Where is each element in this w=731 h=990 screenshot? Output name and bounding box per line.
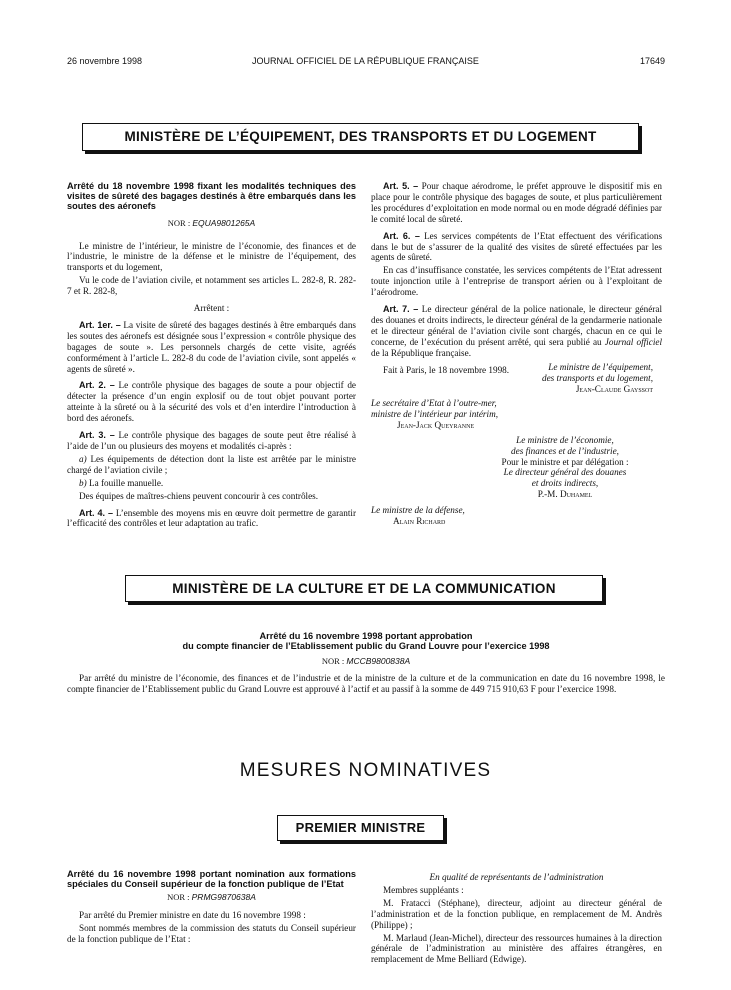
arrete1-nor: NOR : EQUA9801265A [167, 217, 256, 228]
signature-defense-name: Alain Richard [393, 515, 446, 526]
signature-equipement [371, 362, 653, 394]
arrete1-preamble: Le ministre de l’intérieur, le ministre de l’économie, des finances et de l’industrie, le ministre de la défense et le ministre de l’équipement, des transports et du logement, [67, 240, 356, 273]
arrete3-representants-heading: En qualité de représentants de l’administration [429, 872, 604, 882]
arrete1-art3-a: a) Les équipements de détection dont la liste est arrêtée par le ministre chargé de l’aviation civile ; [67, 453, 356, 475]
arrete2-text: Par arrêté du ministre de l’économie, des finances et de l’industrie et de la ministre de la culture et de la communication en date du 16 novembre 1998, le compte financier de l’Etablissement public du Grand Louvre est approuvé à l’actif et au passif à la somme de 449 715 910,63 F pour l’exercice 1998. [67, 673, 665, 694]
arrete3-right-column [371, 872, 662, 967]
signature-economie-title-2: des finances et de l’industrie, [511, 445, 619, 456]
arrete1-art3: Art. 3. – Le contrôle physique des bagages de soute peut être réalisé à l’aide de l’un ou plusieurs des moyens et modalités ci-après : [67, 430, 356, 452]
arrete1-art3-b: b) La fouille manuelle. [79, 477, 164, 488]
arrete3-p2: Sont nommés membres de la commission des statuts du Conseil supérieur de la fonction publique de l’Etat : [67, 923, 356, 945]
arrete1-left-column [67, 181, 356, 531]
arrete1-art6: Art. 6. – Les services compétents de l’Etat effectuent des vérifications dans le but de s’assurer de la qualité des visites de sûreté effectuées par les agents de sûreté. [371, 230, 663, 263]
arrete1-visa: Vu le code de l’aviation civile, et notamment ses articles L. 282-8, R. 282-7 et R. 282-8, [67, 275, 356, 297]
premier-ministre-title: PREMIER MINISTRE [295, 820, 426, 835]
arrete1-art1: Art. 1er. – La visite de sûreté des bagages destinés à être embarqués dans les soutes des aéronefs est désignée sous l’expression « contrôle physique des bagages de soute ». Les personnels chargés de cette visite, agréés conformément à l’article L. 282-8 du code de l’aviation civile, sont appelés « agents de sûreté ». [67, 319, 357, 374]
arrete2-nor: NOR : MCCB9800838A [321, 656, 411, 666]
arrete3-left-column [67, 869, 356, 947]
arrete3-membres-suppleants: Membres suppléants : [383, 884, 464, 895]
signature-economie-title-1: Le ministre de l’économie, [516, 435, 614, 445]
arrete3-p1: Par arrêté du Premier ministre en date du 16 novembre 1998 : [79, 910, 306, 921]
arrete1-arretent: Arrêtent : [193, 303, 230, 314]
arrete2-title: Arrêté du 16 novembre 1998 portant approbation du compte financier de l’Etablissement public du Grand Louvre pour l’exercice 1998 [182, 631, 550, 652]
signature-equipement-title-2: des transports et du logement, [541, 372, 653, 383]
arrete1-art6-p2: En cas d’insuffisance constatée, les services compétents de l’Etat adressent toute injonction utile à l’entreprise de transport aérien ou à l’exploitant de l’aérodrome. [371, 265, 662, 298]
signature-interieur-name: Jean-Jack Queyranne [397, 419, 475, 430]
signature-defense-title: Le ministre de la défense, [371, 505, 465, 515]
signature-defense [371, 505, 571, 527]
arrete3-nor: NOR : PRMG9870638A [167, 892, 256, 903]
signature-equipement-title-1: Le ministre de l’équipement, [548, 362, 653, 372]
signature-equipement-name: Jean-Claude Gayssot [575, 383, 653, 394]
ministry-equipement-title: MINISTÈRE DE L’ÉQUIPEMENT, DES TRANSPORTS ET DU LOGEMENT [124, 129, 597, 144]
header-journal-title: JOURNAL OFFICIEL DE LA RÉPUBLIQUE FRANÇAISE [252, 56, 479, 66]
signature-economie-title-4: et droits indirects, [531, 478, 599, 489]
arrete1-art5: Art. 5. – Pour chaque aérodrome, le préfet approuve le dispositif mis en place pour le contrôle physique des bagages de soute, et plus particulièrement les procédures d’exploitation en mode normal ou en mode dégradé définies par le comité local de sûreté. [371, 181, 662, 224]
header-date: 26 novembre 1998 [67, 56, 143, 66]
ministry-culture-title: MINISTÈRE DE LA CULTURE ET DE LA COMMUNICATION [172, 581, 556, 596]
arrete3-title: Arrêté du 16 novembre 1998 portant nomination aux formations spéciales du Conseil supérieur de la fonction publique de l’Etat [67, 869, 356, 890]
signature-economie-name: P.-M. Duhamel [537, 488, 593, 499]
section-mesures-nominatives: MESURES NOMINATIVES [239, 760, 492, 781]
ministry-equipement-box [82, 123, 639, 151]
arrete3-member-marlaud: M. Marlaud (Jean-Michel), directeur des ressources humaines à la direction générale de l’administration au ministère des affaires étrangères, en remplacement de Mme Belliard (Edwige). [371, 932, 662, 965]
arrete1-fait: Fait à Paris, le 18 novembre 1998. [383, 364, 510, 375]
signature-economie-delegation: Pour le ministre et par délégation : [501, 456, 629, 467]
signature-interieur-title-1: Le secrétaire d’Etat à l’outre-mer, [371, 398, 497, 408]
header-page-number: 17649 [639, 56, 665, 66]
signature-interieur-title-2: ministre de l’intérieur par intérim, [371, 408, 498, 419]
arrete1-art2: Art. 2. – Le contrôle physique des bagages de soute a pour objectif de détecter la présence d’un engin explosif ou de tout objet pouvant porter atteinte à la sûreté ou à la sécurité des vols et d’en interdire l’introduction à bord des aéronefs. [67, 380, 356, 424]
arrete1-right-column [371, 181, 662, 378]
arrete1-art3-c: Des équipes de maîtres-chiens peuvent concourir à ces contrôles. [79, 490, 319, 501]
arrete1-art4: Art. 4. – L’ensemble des moyens mis en œuvre doit permettre de garantir l’efficacité des contrôles et leur adaptation au trafic. [67, 507, 356, 529]
signature-economie-title-3: Le directeur général des douanes [503, 467, 627, 478]
premier-ministre-box [277, 815, 444, 841]
signature-interieur [371, 398, 661, 430]
arrete1-title: Arrêté du 18 novembre 1998 fixant les modalités techniques des visites de sûreté des bagages destinés à être embarqués dans les soutes des aéronefs [67, 181, 356, 212]
ministry-culture-box [125, 575, 603, 602]
arrete1-art7: Art. 7. – Le directeur général de la police nationale, le directeur général des douanes et droits indirects, le directeur général de la gendarmerie nationale et le directeur général de l’aviation civile sont chargés, chacun en ce qui le concerne, de l’exécution du présent arrêté, qui sera publié au Journal officiel de la République française. [371, 304, 662, 358]
signature-economie [470, 435, 660, 500]
arrete3-member-fratacci: M. Fratacci (Stéphane), directeur, adjoint au directeur général de l’administration et de la fonction publique, en remplacement de M. Andrès (Philippe) ; [371, 897, 662, 930]
